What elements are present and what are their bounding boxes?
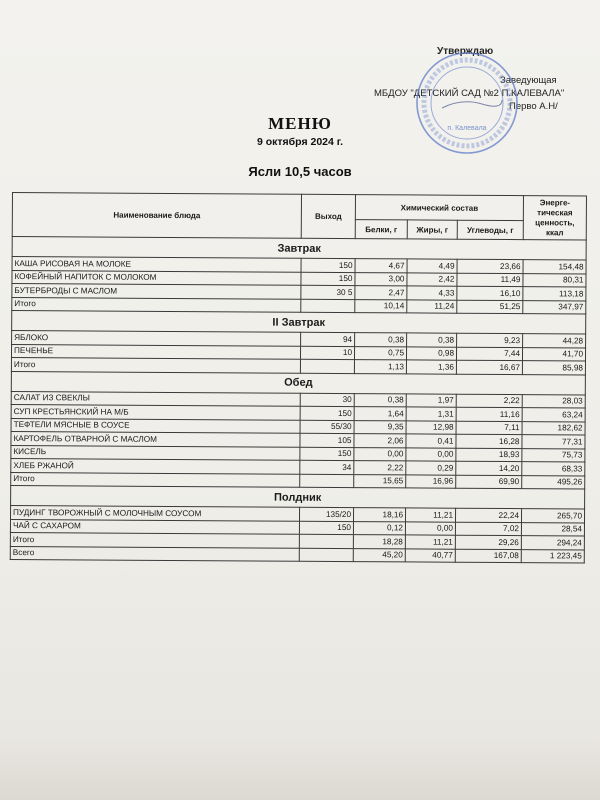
protein-value: 9,35	[354, 420, 406, 434]
dish-yield	[301, 299, 355, 313]
protein-value: 18,16	[353, 508, 405, 522]
dish-yield: 10	[300, 346, 354, 360]
carbs-value: 22,24	[455, 508, 521, 522]
dish-name: КОФЕЙНЫЙ НАПИТОК С МОЛОКОМ	[12, 270, 301, 285]
fat-value: 1,31	[406, 407, 456, 421]
carbs-value: 7,44	[456, 347, 522, 361]
header-carbs: Углеводы, г	[457, 220, 523, 239]
group-name: Ясли 10,5 часов	[248, 164, 352, 179]
protein-value: 0,00	[354, 447, 406, 461]
carbs-value: 7,11	[456, 421, 522, 435]
fat-value: 4,33	[407, 286, 457, 300]
protein-value: 2,47	[355, 286, 407, 300]
dish-yield: 150	[301, 258, 355, 272]
energy-value: 28,03	[522, 394, 585, 408]
dish-name: ЯБЛОКО	[12, 331, 301, 346]
approval-title: Утверждаю	[437, 46, 494, 57]
carbs-value: 18,93	[456, 448, 522, 462]
fat-value: 2,42	[407, 272, 457, 286]
protein-value: 1,64	[354, 407, 406, 421]
dish-name: КИСЕЛЬ	[11, 445, 300, 460]
dish-yield: 150	[301, 272, 355, 286]
carbs-value: 29,26	[455, 535, 521, 549]
table-surface	[0, 735, 600, 800]
protein-value: 18,28	[353, 535, 405, 549]
meal-section-title: Обед	[11, 371, 585, 395]
carbs-value: 167,08	[455, 549, 521, 563]
header-fat: Жиры, г	[407, 220, 457, 239]
energy-value: 68,33	[522, 462, 585, 476]
energy-value: 77,31	[522, 435, 585, 449]
dish-name: САЛАТ ИЗ СВЕКЛЫ	[11, 391, 300, 406]
fat-value: 0,00	[405, 521, 455, 535]
meal-section-title: II Завтрак	[12, 311, 586, 335]
dish-yield	[300, 359, 354, 373]
fat-value: 0,38	[407, 333, 457, 347]
fat-value: 1,36	[406, 360, 456, 374]
header-dish-name: Наименование блюда	[12, 193, 301, 239]
energy-value: 85,98	[522, 361, 585, 375]
dish-yield	[300, 474, 354, 488]
energy-value: 154,48	[523, 260, 586, 274]
protein-value: 15,65	[354, 474, 406, 488]
fat-value: 16,96	[406, 474, 456, 488]
fat-value: 1,97	[406, 393, 456, 407]
carbs-value: 69,90	[456, 475, 522, 489]
protein-value: 0,75	[354, 346, 406, 360]
carbs-value: 2,22	[456, 394, 522, 408]
protein-value: 1,13	[354, 360, 406, 374]
carbs-value: 16,67	[456, 360, 522, 374]
meal-section-title: Завтрак	[12, 237, 586, 261]
protein-value: 0,12	[353, 521, 405, 535]
fat-value: 0,98	[406, 346, 456, 360]
grand-total-row	[10, 546, 584, 563]
dish-name: КАРТОФЕЛЬ ОТВАРНОЙ С МАСЛОМ	[11, 431, 300, 446]
energy-value: 28,54	[521, 522, 584, 536]
dish-name: КАША РИСОВАЯ НА МОЛОКЕ	[12, 257, 301, 272]
dish-yield: 94	[301, 332, 355, 346]
dish-name: ХЛЕБ РЖАНОЙ	[11, 458, 300, 473]
fat-value: 40,77	[405, 548, 455, 562]
dish-name: Всего	[10, 546, 299, 561]
dish-yield: 30	[300, 393, 354, 407]
menu-date: 9 октября 2024 г.	[256, 136, 343, 148]
stamp-text: п. Калевала	[447, 125, 487, 132]
fat-value: 11,21	[405, 535, 455, 549]
energy-value: 294,24	[521, 536, 584, 550]
dish-yield: 150	[300, 406, 354, 420]
energy-value: 347,97	[523, 300, 586, 314]
dish-name: Итого	[11, 357, 300, 372]
carbs-value: 16,28	[456, 434, 522, 448]
header-protein: Белки, г	[355, 220, 407, 239]
fat-value: 0,41	[406, 434, 456, 448]
fat-value: 4,49	[407, 259, 457, 273]
protein-value: 2,06	[354, 434, 406, 448]
energy-value: 182,62	[522, 421, 585, 435]
carbs-value: 23,66	[457, 259, 523, 273]
dish-yield: 150	[299, 521, 353, 535]
dish-name: Итого	[10, 532, 299, 547]
energy-value: 265,70	[522, 509, 585, 523]
header-chemical-composition: Химический состав	[355, 195, 523, 221]
dish-name: ЧАЙ С САХАРОМ	[10, 519, 299, 534]
energy-value: 80,31	[523, 273, 586, 287]
carbs-value: 7,02	[455, 522, 521, 536]
carbs-value: 51,25	[457, 300, 523, 314]
dish-name: Итого	[12, 297, 301, 312]
energy-value: 495,26	[522, 475, 585, 489]
dish-yield: 150	[300, 447, 354, 461]
protein-value: 10,14	[355, 299, 407, 313]
carbs-value: 14,20	[456, 461, 522, 475]
protein-value: 0,38	[355, 333, 407, 347]
energy-value: 75,73	[522, 448, 585, 462]
protein-value: 2,22	[354, 461, 406, 475]
carbs-value: 16,10	[457, 286, 523, 300]
dish-yield: 30 5	[301, 285, 355, 299]
approval-position: Заведующая	[500, 75, 557, 86]
header-yield: Выход	[301, 194, 355, 238]
protein-value: 0,38	[354, 393, 406, 407]
dish-name: Итого	[11, 472, 300, 487]
energy-value: 1 223,45	[521, 549, 584, 563]
energy-value: 63,24	[522, 408, 585, 422]
fat-value: 12,98	[406, 420, 456, 434]
fat-value: 11,24	[407, 299, 457, 313]
approval-organization: МБДОУ "ДЕТСКИЙ САД №2 П.КАЛЕВАЛА"	[374, 88, 565, 99]
dish-name: ТЕФТЕЛИ МЯСНЫЕ В СОУСЕ	[11, 418, 300, 433]
protein-value: 4,67	[355, 259, 407, 273]
page-title: МЕНЮ	[268, 114, 332, 133]
dish-yield: 34	[300, 460, 354, 474]
meal-section-title: Полдник	[11, 485, 585, 509]
protein-value: 45,20	[353, 548, 405, 562]
fat-value: 0,00	[406, 447, 456, 461]
energy-value: 41,70	[522, 347, 585, 361]
dish-yield: 55/30	[300, 420, 354, 434]
dish-yield: 105	[300, 433, 354, 447]
header-energy: Энерге-тическая ценность, ккал	[523, 196, 586, 240]
dish-name: СУП КРЕСТЬЯНСКИЙ НА М/Б	[11, 404, 300, 419]
dish-yield	[299, 534, 353, 548]
carbs-value: 11,16	[456, 407, 522, 421]
dish-name: БУТЕРБРОДЫ С МАСЛОМ	[12, 284, 301, 299]
energy-value: 113,18	[523, 287, 586, 301]
protein-value: 3,00	[355, 272, 407, 286]
fat-value: 11,21	[405, 508, 455, 522]
approval-signature-name: Перво А.Н/	[509, 101, 558, 112]
dish-name: ПЕЧЕНЬЕ	[11, 344, 300, 359]
carbs-value: 11,49	[457, 273, 523, 287]
menu-table	[10, 192, 587, 564]
dish-yield	[299, 548, 353, 562]
fat-value: 0,29	[406, 461, 456, 475]
energy-value: 44,28	[523, 334, 586, 348]
dish-yield: 135/20	[299, 507, 353, 521]
carbs-value: 9,23	[457, 333, 523, 347]
dish-name: ПУДИНГ ТВОРОЖНЫЙ С МОЛОЧНЫМ СОУСОМ	[11, 505, 300, 520]
